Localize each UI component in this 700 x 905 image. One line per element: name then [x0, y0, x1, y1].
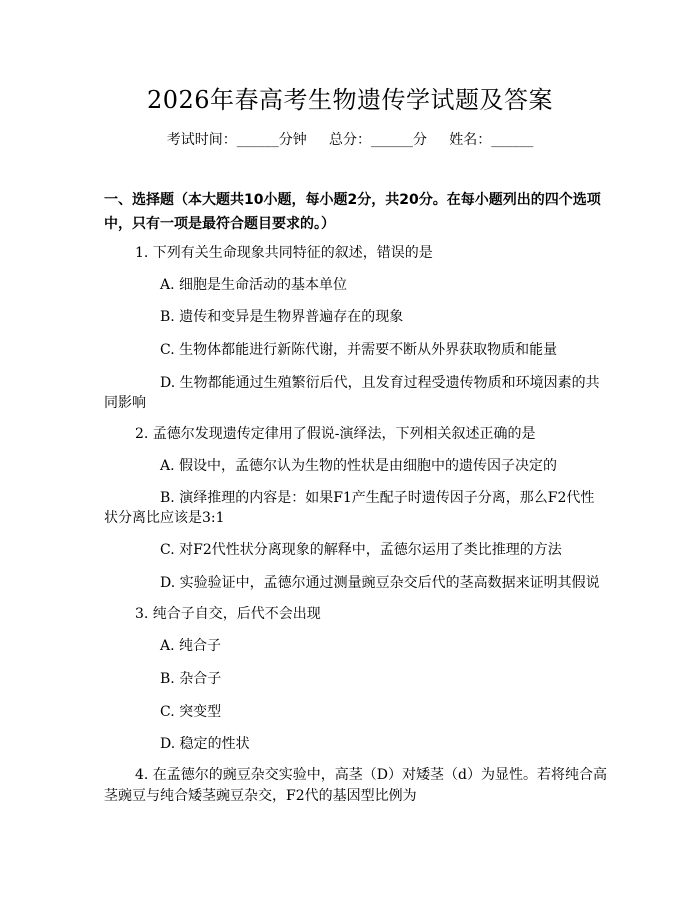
- question-3-option-d: D. 稳定的性状: [160, 736, 250, 752]
- question-3-stem: 3. 纯合子自交，后代不会出现: [135, 606, 321, 622]
- question-2-option-a: A. 假设中，孟德尔认为生物的性状是由细胞中的遗传因子决定的: [160, 458, 558, 474]
- question-4-stem-continued: 茎豌豆与纯合矮茎豌豆杂交，F2代的基因型比例为: [104, 788, 417, 804]
- question-1-option-d: D. 生物都能通过生殖繁衍后代，且发育过程受遗传物质和环境因素的共: [160, 375, 600, 391]
- question-1-option-d-continued: 同影响: [104, 395, 146, 411]
- question-2-option-d: D. 实验验证中，孟德尔通过测量豌豆杂交后代的茎高数据来证明其假说: [160, 575, 600, 591]
- question-2-stem: 2. 孟德尔发现遗传定律用了假说-演绎法，下列相关叙述正确的是: [135, 426, 536, 442]
- question-3-option-b: B. 杂合子: [160, 671, 222, 687]
- question-1-option-c: C. 生物体都能进行新陈代谢，并需要不断从外界获取物质和能量: [160, 342, 558, 358]
- question-2-option-b: B. 演绎推理的内容是：如果F1产生配子时遗传因子分离，那么F2代性: [160, 490, 595, 506]
- exam-info: 考试时间：______分钟 总分：______分 姓名：______: [166, 132, 534, 148]
- question-1-option-b: B. 遗传和变异是生物界普遍存在的现象: [160, 309, 404, 325]
- question-1-option-a: A. 细胞是生命活动的基本单位: [160, 277, 348, 293]
- page-title: 2026年春高考生物遗传学试题及答案: [146, 86, 554, 114]
- question-3-option-a: A. 纯合子: [160, 638, 222, 654]
- question-4-stem: 4. 在孟德尔的豌豆杂交实验中，高茎（D）对矮茎（d）为显性。若将纯合高: [135, 767, 607, 783]
- question-3-option-c: C. 突变型: [160, 704, 222, 720]
- question-2-option-c: C. 对F2代性状分离现象的解释中，孟德尔运用了类比推理的方法: [160, 542, 562, 558]
- question-2-option-b-continued: 状分离比应该是3:1: [104, 510, 225, 526]
- question-1-stem: 1. 下列有关生命现象共同特征的叙述，错误的是: [135, 245, 433, 261]
- section-heading: 一、选择题（本大题共10小题，每小题2分，共20分。在每小题列出的四个选项中，只有一项是最符合题目要求的。）: [104, 192, 601, 232]
